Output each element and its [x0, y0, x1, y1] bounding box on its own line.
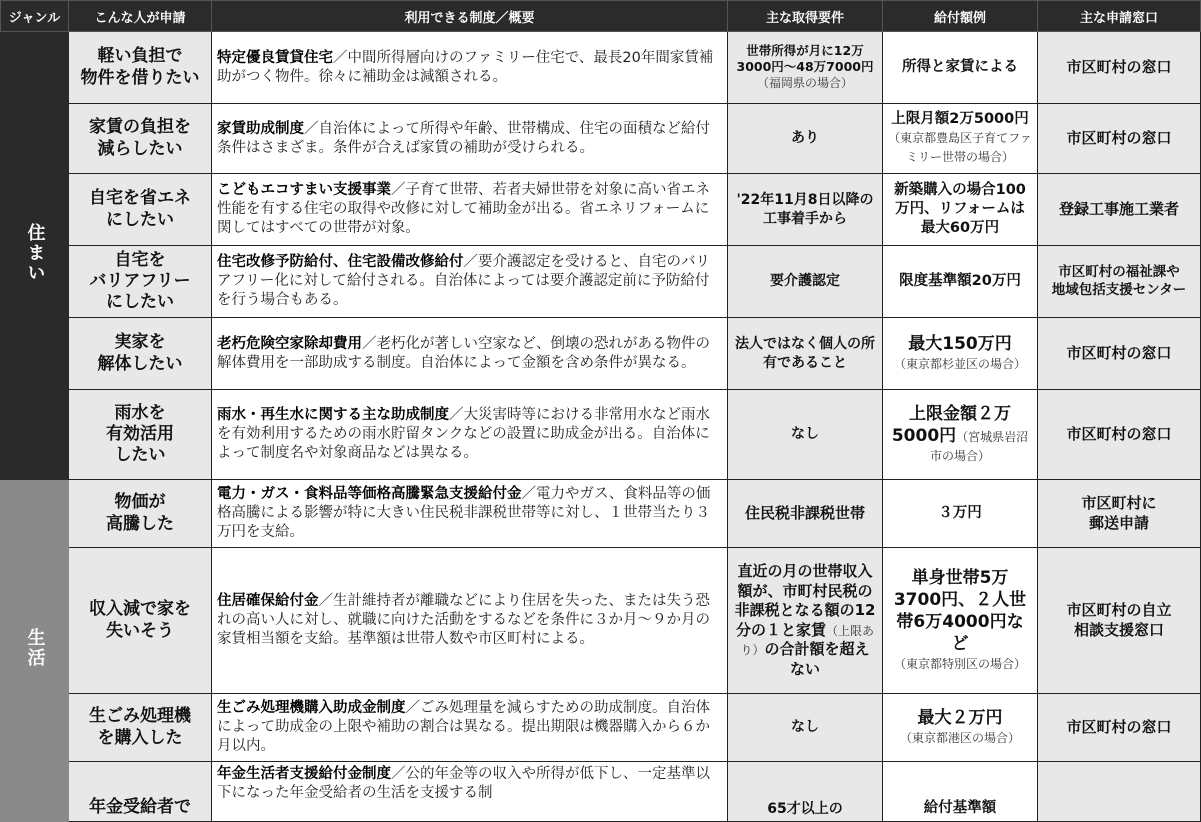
payment-cell: 限度基準額20万円: [883, 246, 1038, 318]
payment-cell: 所得と家賃による: [883, 32, 1038, 104]
window-cell: 市区町村の窓口: [1038, 32, 1201, 104]
header-system: 利用できる制度／概要: [212, 1, 728, 32]
table-row: [1, 480, 1201, 548]
genre-life: 生活: [1, 480, 69, 822]
system-cell: 家賃助成制度／自治体によって所得や年齢、世帯構成、住宅の面積など給付条件はさまざま。条件が合えば家賃の補助が受けられる。: [212, 104, 728, 174]
system-cell: 生ごみ処理機購入助成金制度／ごみ処理量を減らすための助成制度。自治体によって助成金の上限や補助の割合は異なる。提出期限は機器購入から６か月以内。: [212, 694, 728, 762]
payment-cell: 給付基準額: [883, 762, 1038, 822]
who-cell: 軽い負担で 物件を借りたい: [69, 32, 212, 104]
system-cell: 住居確保給付金／生計維持者が離職などにより住居を失った、または失う恐れの高い人に対し、就職に向けた活動をするなどを条件に３か月〜９か月の家賃相当額を支給。基準額は世帯人数や市区町村による。: [212, 548, 728, 694]
system-cell: 特定優良賃貸住宅／中間所得層向けのファミリー住宅で、最長20年間家賃補助がつく物件。徐々に補助金は減額される。: [212, 32, 728, 104]
header-requirement: 主な取得要件: [728, 1, 883, 32]
table-row: [1, 32, 1201, 104]
payment-cell: 新築購入の場合100万円、リフォームは最大60万円: [883, 174, 1038, 246]
who-cell: 物価が 高騰した: [69, 480, 212, 548]
window-cell: 市区町村の福祉課や 地域包括支援センター: [1038, 246, 1201, 318]
system-cell: 住宅改修予防給付、住宅設備改修給付／要介護認定を受けると、自宅のバリアフリー化に対して給付される。自治体によっては要介護認定前に予防給付を行う場合もある。: [212, 246, 728, 318]
genre-housing: 住まい: [1, 32, 69, 480]
window-cell: 登録工事施工業者: [1038, 174, 1201, 246]
window-cell: 市区町村の自立 相談支援窓口: [1038, 548, 1201, 694]
table-row: [1, 318, 1201, 390]
requirement-cell: なし: [728, 694, 883, 762]
window-cell: 市区町村に 郵送申請: [1038, 480, 1201, 548]
table-header-row: [1, 1, 1201, 32]
table-row: [1, 246, 1201, 318]
who-cell: 収入減で家を 失いそう: [69, 548, 212, 694]
payment-cell: 最大150万円 （東京都杉並区の場合）: [883, 318, 1038, 390]
table-row: [1, 390, 1201, 480]
who-cell: 自宅を バリアフリー にしたい: [69, 246, 212, 318]
window-cell: 市区町村の窓口: [1038, 318, 1201, 390]
table-row: [1, 174, 1201, 246]
who-cell: 雨水を 有効活用 したい: [69, 390, 212, 480]
window-cell: 市区町村の窓口: [1038, 694, 1201, 762]
table-row: [1, 762, 1201, 822]
who-cell: 年金受給者で: [69, 762, 212, 822]
window-cell: [1038, 762, 1201, 822]
payment-cell: 最大２万円 （東京都港区の場合）: [883, 694, 1038, 762]
who-cell: 実家を 解体したい: [69, 318, 212, 390]
payment-cell: 単身世帯5万3700円、２人世帯6万4000円など（東京都特別区の場合）: [883, 548, 1038, 694]
system-cell: 雨水・再生水に関する主な助成制度／大災害時等における非常用水など雨水を有効利用するための雨水貯留タンクなどの設置に助成金が出る。自治体によって制度名や対象商品などは異なる。: [212, 390, 728, 480]
system-cell: こどもエコすまい支援事業／子育て世帯、若者夫婦世帯を対象に高い省エネ性能を有する住宅の取得や改修に対して補助金が出る。省エネリフォームに関してはすべての世帯が対象。: [212, 174, 728, 246]
header-who: こんな人が申請: [69, 1, 212, 32]
system-cell: 年金生活者支援給付金制度／公的年金等の収入や所得が低下し、一定基準以下になった年金受給者の生活を支援する制: [212, 762, 728, 822]
payment-cell: ３万円: [883, 480, 1038, 548]
table-row: [1, 104, 1201, 174]
requirement-cell: 住民税非課税世帯: [728, 480, 883, 548]
requirement-cell: 65才以上の: [728, 762, 883, 822]
requirement-cell: 要介護認定: [728, 246, 883, 318]
requirement-cell: 法人ではなく個人の所有であること: [728, 318, 883, 390]
who-cell: 家賃の負担を 減らしたい: [69, 104, 212, 174]
payment-cell: 上限月額2万5000円 （東京都豊島区子育てファミリー世帯の場合）: [883, 104, 1038, 174]
system-cell: 老朽危険空家除却費用／老朽化が著しい空家など、倒壊の恐れがある物件の解体費用を一部助成する制度。自治体によって金額を含め条件が異なる。: [212, 318, 728, 390]
window-cell: 市区町村の窓口: [1038, 390, 1201, 480]
header-payment: 給付額例: [883, 1, 1038, 32]
who-cell: 生ごみ処理機 を購入した: [69, 694, 212, 762]
requirement-cell: なし: [728, 390, 883, 480]
requirement-cell: あり: [728, 104, 883, 174]
requirement-cell: 直近の月の世帯収入額が、市町村民税の非課税となる額の12分の１と家賃（上限あり）の合計額を超えない: [728, 548, 883, 694]
table-row: [1, 548, 1201, 694]
requirement-cell: '22年11月8日以降の工事着手から: [728, 174, 883, 246]
header-window: 主な申請窓口: [1038, 1, 1201, 32]
system-cell: 電力・ガス・食料品等価格高騰緊急支援給付金／電力やガス、食料品等の価格高騰による影響が特に大きい住民税非課税世帯等に対し、１世帯当たり３万円を支給。: [212, 480, 728, 548]
table-row: [1, 694, 1201, 762]
header-genre: ジャンル: [1, 1, 69, 32]
window-cell: 市区町村の窓口: [1038, 104, 1201, 174]
requirement-cell: 世帯所得が月に12万3000円〜48万7000円 （福岡県の場合）: [728, 32, 883, 104]
payment-cell: 上限金額２万5000円（宮城県岩沼市の場合）: [883, 390, 1038, 480]
who-cell: 自宅を省エネ にしたい: [69, 174, 212, 246]
